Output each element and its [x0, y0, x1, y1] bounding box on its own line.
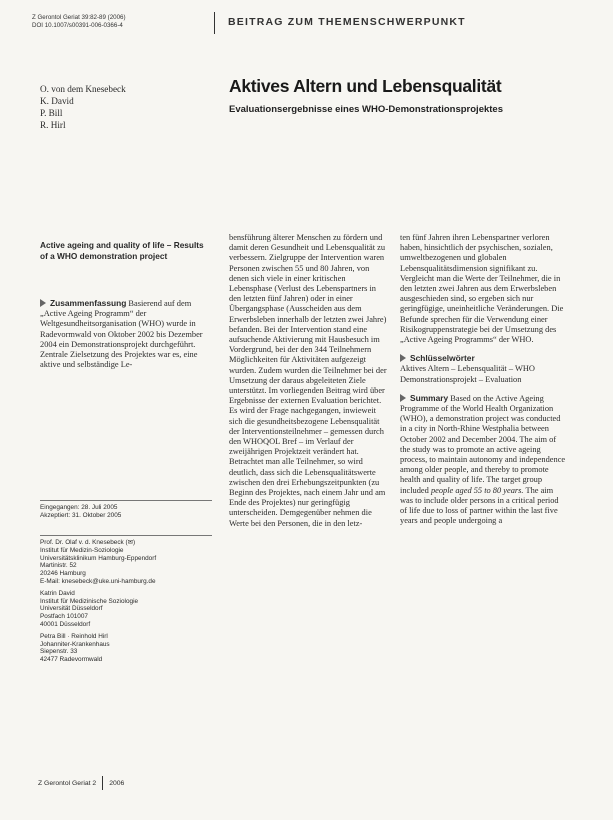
summary-label: Summary	[410, 392, 449, 403]
zusammenfassung-text-part-2: bensführung älterer Menschen zu fördern und damit deren Gesundheit und Lebensqualität zu verbessern. Zielgruppe der Intervention waren Personen zwischen 55 und 80 Jahren, von denen sich viele in einer kritischen Lebensphase (Verlust des Lebenspartners in den letzten fünf Jahren) oder in einer Übergangsphase (Ausscheiden aus dem Erwerbsleben innerhalb der letzten zwei Jahre) befanden. Bei der Intervention stand eine aufsuchende Aktivierung mit Hausbesuch im Vordergrund, bei der den 344 Teilnehmern Möglichkeiten für Aktivitäten aufgezeigt wurden. Zudem wurden die Teilnehmer bei der Umsetzung der daraus abgeleiteten Ziele unterstützt. Im vorliegenden Beitrag wird über Ergebnisse der externen Evaluation berichtet. Es wird der Frage nachgegangen, inwieweit sich die gesundheitsbezogene Lebensqualität der Interventionsteilnehmer – gemessen durch den WHOQOL Bref – im Verlauf der zweijährigen Projektzeit verändert hat. Betrachtet man alle Teilnehmer, so wird deutlich, dass sich die Lebensqualitätswerte zwischen den drei Erhebungszeitpunkten (zu Beginn des Projektes, nach einem Jahr und am Ende des Projektes) nur geringfügig unterscheiden. Demgegenüber nehmen die Werte bei den Personen, die in den letz-	[229, 233, 387, 528]
email-address: E-Mail: knesebeck@uke.uni-hamburg.de	[40, 577, 156, 585]
abstract-column-1	[40, 298, 210, 370]
address-line: 42477 Radevormwald	[40, 656, 103, 664]
address-block	[40, 633, 212, 664]
arrow-marker-icon	[40, 299, 46, 307]
footer-year: 2006	[109, 779, 125, 787]
english-title: Active ageing and quality of life – Results of a WHO demonstration project	[40, 240, 204, 261]
zusammenfassung-label: Zusammenfassung	[50, 298, 127, 308]
address-line: Universitätsklinikum Hamburg-Eppendorf	[40, 554, 157, 562]
address-line: Siepenstr. 33	[40, 648, 78, 656]
received-date: Eingegangen: 28. Juli 2005	[40, 504, 118, 511]
section-heading: BEITRAG ZUM THEMENSCHWERPUNKT	[228, 16, 466, 28]
received-accepted-dates	[40, 500, 212, 520]
address-line: Universität Düsseldorf	[40, 605, 103, 613]
address-line: Prof. Dr. Olaf v. d. Knesebeck (✉)	[40, 539, 136, 546]
accepted-date: Akzeptiert: 31. Oktober 2005	[40, 511, 122, 519]
journal-doi: DOI 10.1007/s00391-006-0366-4	[32, 21, 123, 29]
zusammenfassung-text-part-3: ten fünf Jahren ihren Lebenspartner verloren haben, hinsichtlich der psychischen, sozialen, umweltbezogenen und globalen Lebensqualitätsdimension signifikant zu. Vergleicht man die Werte der Teilnehmer, die in den letzten zwei Jahren aus dem Erwerbsleben ausgeschieden sind, so ergeben sich nur geringfügige, uneinheitliche Veränderungen. Die Befunde sprechen für die Verwendung einer Risikogruppenstrategie bei der Umsetzung des „Active Ageing Programms“ der WHO.	[400, 233, 564, 345]
address-line: Postfach 101007	[40, 613, 88, 621]
keywords-label: Schlüsselwörter	[410, 353, 475, 364]
footer-journal: Z Gerontol Geriat 2	[38, 779, 97, 787]
summary-text-end: The aim was to include older persons in a critical period of life due to loss of partner within the last five years and people undergoing a	[400, 485, 559, 526]
address-line: Katrin David	[40, 589, 75, 597]
address-line: 40001 Düsseldorf	[40, 620, 91, 628]
zusammenfassung-text-part-1: Basierend auf dem „Active Ageing Programm“ der Weltgesundheitsorganisation (WHO) wurde in Radevormwald von Oktober 2002 bis Dezember 2004 ein Demonstrationsprojekt durchgeführt. Zentrale Zielsetzung des Projektes war es, eine aktive und selbständige Le-	[40, 299, 203, 370]
address-line: 20246 Hamburg	[40, 570, 86, 578]
arrow-marker-icon	[400, 354, 406, 362]
article-title: Aktives Altern und Lebensqualität	[229, 76, 502, 96]
abstract-column-3	[400, 233, 566, 526]
address-line: Petra Bill · Reinhold Hirl	[40, 632, 108, 640]
journal-line-1: Z Gerontol Geriat 39:82-89 (2006)	[32, 14, 126, 21]
address-line: Martinistr. 52	[40, 562, 77, 570]
author: R. Hirl	[40, 120, 66, 130]
summary-italic-text: people aged 55 to 80 years.	[430, 485, 524, 495]
author: O. von dem Knesebeck	[40, 84, 126, 94]
footer-divider	[102, 776, 103, 790]
arrow-marker-icon	[400, 394, 406, 402]
journal-citation	[32, 14, 212, 29]
page-footer	[38, 776, 124, 790]
address-line: Institut für Medizinische Soziologie	[40, 597, 139, 605]
author: P. Bill	[40, 108, 63, 118]
address-line: Johanniter-Krankenhaus	[40, 640, 110, 648]
abstract-column-2	[229, 233, 389, 529]
author: K. David	[40, 96, 74, 106]
header-divider	[214, 12, 215, 34]
address-block	[40, 539, 212, 586]
address-line: Institut für Medizin-Soziologie	[40, 546, 124, 554]
address-block	[40, 590, 212, 629]
article-subtitle: Evaluationsergebnisse eines WHO-Demonstrationsprojektes	[229, 104, 503, 115]
author-list	[40, 83, 126, 131]
keywords-text: Aktives Altern – Lebensqualität – WHO Demonstrationsprojekt – Evaluation	[400, 364, 535, 384]
summary-text: Based on the Active Ageing Programme of the World Health Organization (WHO), a demonstration project was conducted in a city in North-Rhine Westphalia between October 2002 and December 2004. The aim of the study was to promote an active ageing process, to maintain autonomy and independence among older people, and thereby to promote health and quality of life. The target group included	[400, 393, 566, 495]
author-addresses	[40, 535, 212, 668]
